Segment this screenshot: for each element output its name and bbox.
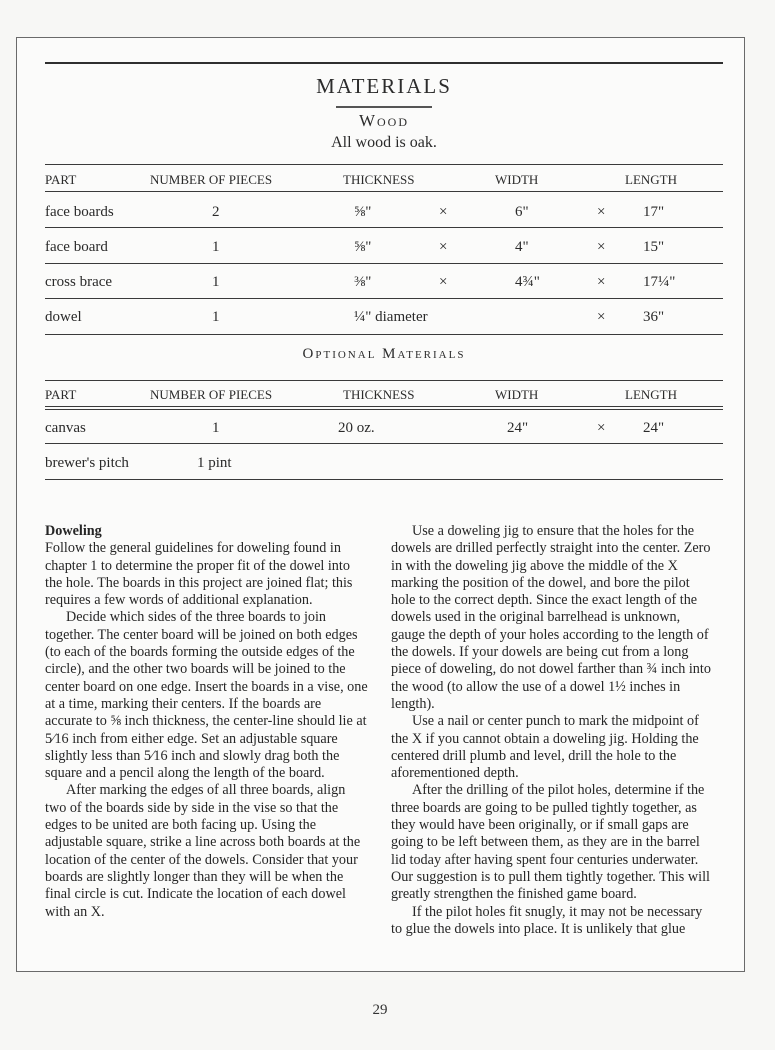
width-cell: 4" [515,239,529,255]
count-cell: 2 [212,204,220,220]
header-thickness: THICKNESS [343,172,415,187]
header-number: NUMBER OF PIECES [150,172,273,187]
table-rule [45,406,723,407]
thickness-cell: ⅜" [354,274,372,290]
paragraph: Use a nail or center punch to mark the midpoint of the X if you cannot obtain a doweling jig. Holding the centered drill plumb and level, drill the hole to the aforementioned depth. [391,713,699,782]
table-rule [45,227,723,228]
table-rule [45,409,723,410]
part-cell: face board [45,239,108,255]
table-rule [45,334,723,335]
length-cell: 36" [643,309,665,325]
page-number: 29 [372,1002,388,1018]
paragraph: After marking the edges of all three boards, align two of the boards side by side in the vise so that the edges to be united are both facing up. Using the adjustable square, strike a line across both boards at the location of the center of the dowels. Consider that your boards are slightly longer than they will be when the final circle is cut. Indicate the location of each dowel with an X. [45,782,361,920]
part-cell: cross brace [45,274,113,290]
times-sign: × [597,274,606,290]
width-cell: 24" [507,420,529,436]
wood-note: All wood is oak. [331,134,437,151]
left-column [45,523,370,921]
header-part: PART [45,387,77,402]
header-number: NUMBER OF PIECES [150,387,273,402]
header-width: WIDTH [495,387,539,402]
part-cell: face boards [45,204,114,220]
count-cell: 1 [212,239,220,255]
table-row [45,239,723,259]
thickness-cell: ⅝" [354,204,372,220]
materials-frame [16,37,745,972]
table-rule [45,263,723,264]
paragraph: Decide which sides of the three boards to join together. The center board will be joined on both edges (to each of the boards forming the outside edges of the circle), and the other two boards will be joined to the center board on one edge. Insert the boards in a vise, one at a time, marking their centers. If the boards are accurate to ⅝ inch thickness, the center-line should lie at 5⁄16 inch from either edge. Set an adjustable square slightly less than 5⁄16 inch and slowly drag both the square and a pencil along the length of the board. [45,609,368,782]
times-sign: × [597,239,606,255]
length-cell: 24" [643,420,665,436]
table-row [45,420,723,440]
table-row [45,204,723,224]
paragraph: If the pilot holes fit snugly, it may not be necessary to glue the dowels into place. It is unlikely that glue [391,903,703,937]
table-rule [45,298,723,299]
width-cell: 6" [515,204,529,220]
count-cell: 1 pint [197,455,232,471]
times-sign: × [439,239,448,255]
header-width: WIDTH [495,172,539,187]
wood-heading: Wood [358,111,410,130]
paragraph: Follow the general guidelines for doweling found in chapter 1 to determine the proper fit of the dowel into the hole. The boards in this project are joined flat; this requires a few words of additional explanation. [45,540,353,609]
part-cell: canvas [45,420,86,436]
thickness-cell: 20 oz. [338,420,375,436]
header-length: LENGTH [625,172,677,187]
times-sign: × [439,274,448,290]
top-rule [45,62,723,64]
count-cell: 1 [212,420,220,436]
table-row [45,274,723,294]
times-sign: × [439,204,448,220]
paragraph: After the drilling of the pilot holes, determine if the three boards are going to be pulled tightly together, as they would have been originally, or if small gaps are going to be left between them, as they are in the barrel lid today after having spent four centuries underwater. Our suggestion is to pull them tightly together. This will greatly strengthen the finished game board. [391,782,710,903]
times-sign: × [597,204,606,220]
right-column [391,523,716,938]
paragraph: Use a doweling jig to ensure that the holes for the dowels are drilled perfectly straight into the center. Zero in with the doweling jig above the middle of the X marking the position of the dowel, and bore the pilot hole to the correct depth. Since the exact length of the dowels used in the original barrelhead is unknown, gauge the depth of your holes according to the length of the dowels. If your dowels are being cut from a long piece of doweling, do not dowel farther than ¾ inch into the wood (to allow the use of a dowel 1½ inches in length). [391,523,711,712]
thickness-cell: ⅝" [354,239,372,255]
width-cell: 4¾" [515,274,540,290]
header-length: LENGTH [625,387,677,402]
part-cell: brewer's pitch [45,455,129,471]
table-row [45,309,723,329]
times-sign: × [597,420,606,436]
header-part: PART [45,172,77,187]
materials-title: MATERIALS [316,74,452,98]
title-underline [336,106,432,108]
thickness-cell: ¼" diameter [354,309,428,325]
count-cell: 1 [212,309,220,325]
header-thickness: THICKNESS [343,387,415,402]
part-cell: dowel [45,309,82,325]
count-cell: 1 [212,274,220,290]
times-sign: × [597,309,606,325]
wood-table-header [45,172,723,192]
table-rule [45,191,723,192]
table-rule [45,380,723,381]
length-cell: 15" [643,239,665,255]
optional-materials-heading: Optional Materials [302,346,466,362]
section-heading: Doweling [45,523,102,539]
table-row [45,455,723,475]
optional-table-header [45,387,723,407]
length-cell: 17" [643,204,665,220]
table-rule [45,164,723,165]
table-rule [45,443,723,444]
length-cell: 17¼" [643,274,676,290]
table-rule [45,479,723,480]
